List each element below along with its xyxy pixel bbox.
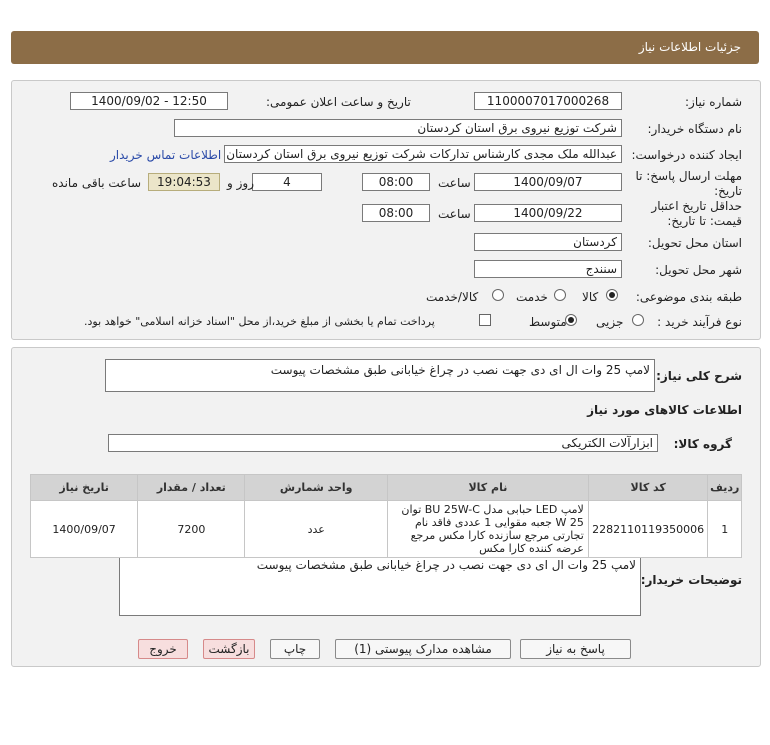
creator-label: ایجاد کننده درخواست: <box>631 148 742 162</box>
announce-label: تاریخ و ساعت اعلان عمومی: <box>266 95 411 109</box>
validity-label: حداقل تاریخ اعتبار قیمت: تا تاریخ: <box>651 199 742 228</box>
deadline-time-label: ساعت <box>438 176 471 190</box>
goods-group-field: ابزارآلات الکتریکی <box>108 434 658 452</box>
deadline-label: مهلت ارسال پاسخ: تا تاریخ: <box>635 169 742 198</box>
goods-name-cell: لامپ LED حبابی مدل BU 25W-C توان 25 W جعبه مقوایی 1 عددی فاقد نام تجارتی مرجع سازنده کارا مکس مرجع عرضه کننده کارا مکس <box>387 501 588 558</box>
print-button[interactable]: چاپ <box>270 639 320 659</box>
page-header <box>11 31 759 64</box>
process-minor-label: جزیی <box>596 315 624 329</box>
col-code-header: کد کالا <box>588 475 708 501</box>
col-name-header: نام کالا <box>387 475 588 501</box>
goods-code-cell: 2282110119350006 <box>588 501 708 558</box>
need-date-cell: 1400/09/07 <box>31 501 138 558</box>
buyer-notes-field: لامپ 25 وات ال ای دی جهت نصب در چراغ خیابانی طبق مشخصات پیوست <box>119 554 641 616</box>
category-service-radio[interactable] <box>554 289 566 301</box>
validity-time-field: 08:00 <box>362 204 430 222</box>
reply-button[interactable]: پاسخ به نیاز <box>520 639 631 659</box>
city-label: شهر محل تحویل: <box>655 263 742 277</box>
col-row-header: ردیف <box>708 475 742 501</box>
col-date-header: تاریخ نیاز <box>31 475 138 501</box>
category-service-label: خدمت <box>516 290 548 304</box>
need-info-panel <box>11 80 761 340</box>
creator-field: عبدالله ملک مجدی کارشناس تدارکات شرکت توزیع نیروی برق استان کردستان <box>224 145 622 163</box>
category-label: طبقه بندی موضوعی: <box>635 290 742 304</box>
process-minor-radio[interactable] <box>632 314 644 326</box>
buyer-label: نام دستگاه خریدار: <box>647 122 742 136</box>
buyer-contact-link[interactable]: اطلاعات تماس خریدار <box>110 148 222 162</box>
province-label: استان محل تحویل: <box>647 236 742 250</box>
validity-time-label: ساعت <box>438 207 471 221</box>
summary-field: لامپ 25 وات ال ای دی جهت نصب در چراغ خیابانی طبق مشخصات پیوست <box>105 359 655 392</box>
quantity-cell: 7200 <box>138 501 245 558</box>
treasury-payment-note: پرداخت تمام یا بخشی از مبلغ خرید،از محل "اسناد خزانه اسلامی" خواهد بود. <box>84 315 435 328</box>
deadline-time-field: 08:00 <box>362 173 430 191</box>
process-medium-label: متوسط <box>529 315 567 329</box>
col-unit-header: واحد شمارش <box>245 475 388 501</box>
unit-cell: عدد <box>245 501 388 558</box>
need-number-field: 1100007017000268 <box>474 92 622 110</box>
treasury-payment-checkbox[interactable] <box>479 314 491 326</box>
days-field: 4 <box>252 173 322 191</box>
view-attachments-button[interactable]: مشاهده مدارک پیوستی (1) <box>335 639 511 659</box>
category-goods-label: کالا <box>582 290 599 304</box>
summary-label: شرح کلی نیاز: <box>656 369 742 383</box>
category-goods-service-radio[interactable] <box>492 289 504 301</box>
goods-table <box>30 474 742 558</box>
need-number-label: شماره نیاز: <box>685 95 742 109</box>
deadline-date-field: 1400/09/07 <box>474 173 622 191</box>
category-goods-service-label: کالا/خدمت <box>426 290 479 304</box>
goods-info-title: اطلاعات کالاهای مورد نیاز <box>587 403 742 417</box>
remaining-label: ساعت باقی مانده <box>52 176 142 190</box>
announce-field: 1400/09/02 - 12:50 <box>70 92 228 110</box>
buyer-notes-label: توضیحات خریدار: <box>640 573 742 587</box>
days-label: روز و <box>227 176 254 190</box>
goods-table-header <box>31 475 742 501</box>
row-index-cell: 1 <box>708 501 742 558</box>
page-title: جزئیات اطلاعات نیاز <box>638 40 741 54</box>
goods-group-label: گروه کالا: <box>673 437 732 451</box>
col-qty-header: تعداد / مقدار <box>138 475 245 501</box>
exit-button[interactable]: خروج <box>138 639 188 659</box>
validity-date-field: 1400/09/22 <box>474 204 622 222</box>
remaining-time-field: 19:04:53 <box>148 173 220 191</box>
city-field: سنندج <box>474 260 622 278</box>
back-button[interactable]: بازگشت <box>203 639 255 659</box>
province-field: کردستان <box>474 233 622 251</box>
process-label: نوع فرآیند خرید : <box>657 315 742 329</box>
table-row <box>31 501 742 558</box>
category-goods-radio[interactable] <box>606 289 618 301</box>
buyer-field: شرکت توزیع نیروی برق استان کردستان <box>174 119 622 137</box>
